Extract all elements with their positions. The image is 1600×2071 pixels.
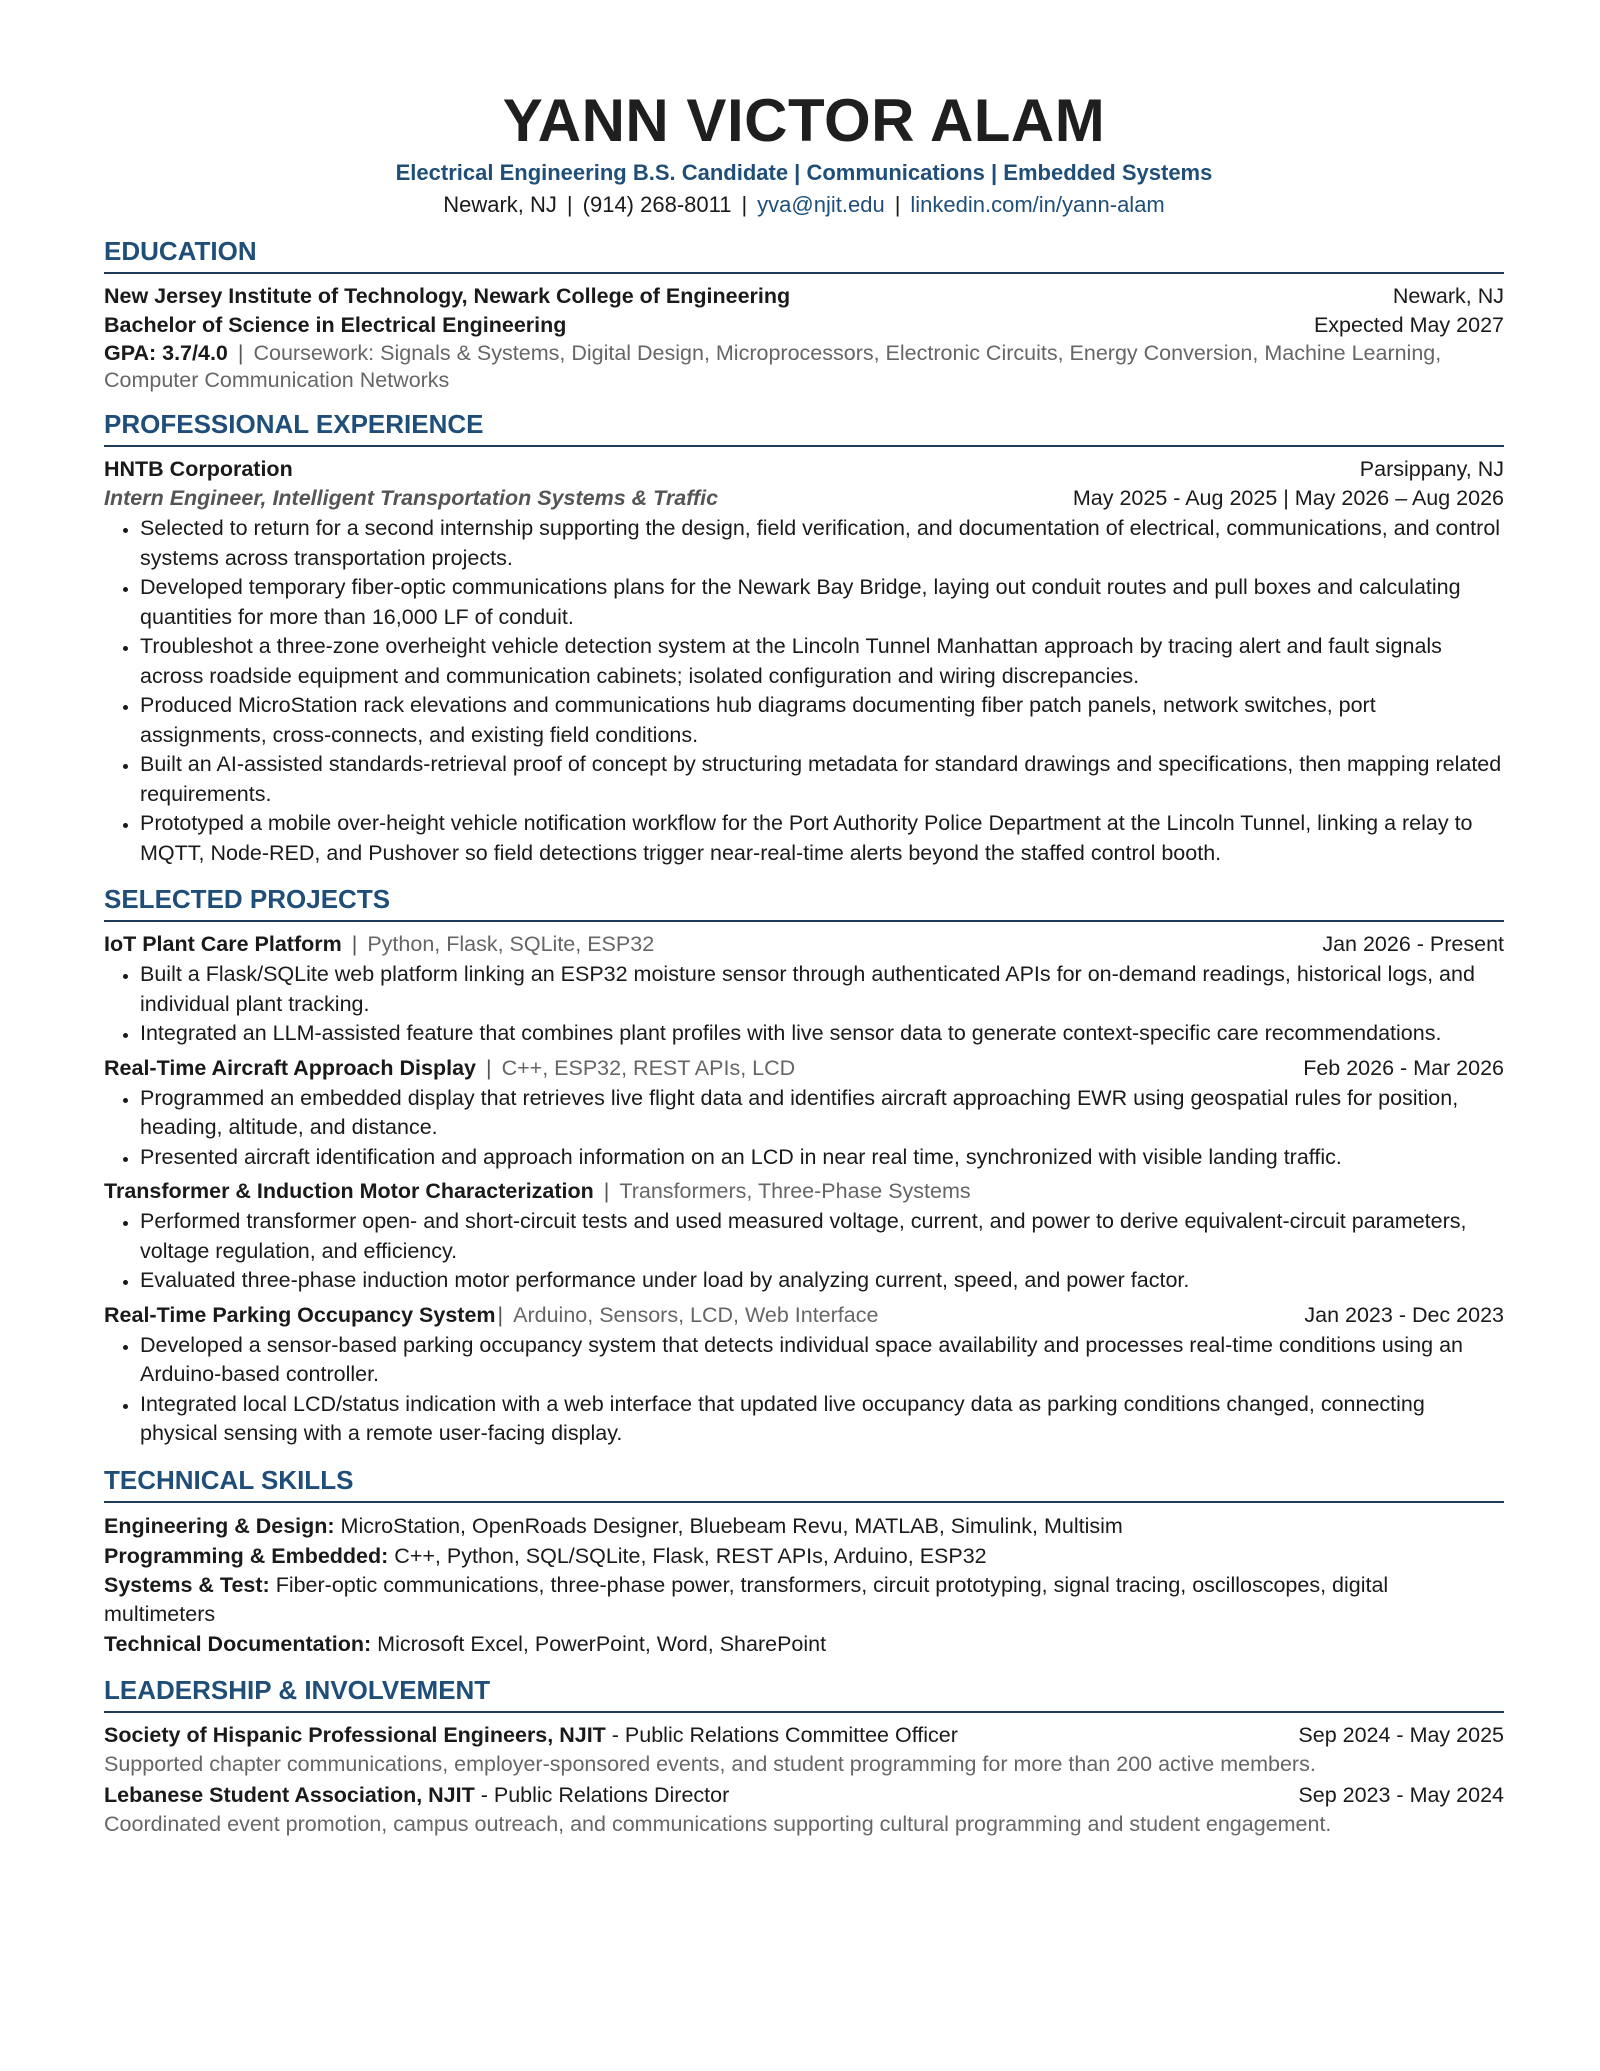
bullet-item: • Integrated an LLM-assisted feature that combines plant profiles with live sensor data to generate context-specific care recommendations. bbox=[140, 1019, 1504, 1049]
leadership-role: - Public Relations Director bbox=[474, 1782, 730, 1807]
projects-section bbox=[104, 882, 1504, 1449]
section-title: LEADERSHIP & INVOLVEMENT bbox=[104, 1673, 1504, 1713]
school-name: New Jersey Institute of Technology, Newark College of Engineering bbox=[104, 284, 791, 308]
company-row bbox=[104, 455, 1504, 484]
graduation-date: Expected May 2027 bbox=[1313, 313, 1504, 337]
bullet-item: • Built a Flask/SQLite web platform linking an ESP32 moisture sensor through authenticated APIs for on-demand readings, historical logs, and individual plant tracking. bbox=[140, 960, 1504, 1019]
role-row bbox=[104, 484, 1504, 513]
project-bullets bbox=[104, 960, 1504, 1049]
project-tech: Arduino, Sensors, LCD, Web Interface bbox=[513, 1302, 879, 1327]
candidate-name: YANN VICTOR ALAM bbox=[502, 87, 1106, 154]
skill-row bbox=[104, 1541, 1504, 1571]
separator: | bbox=[485, 1055, 492, 1080]
gpa: GPA: 3.7/4.0 bbox=[104, 341, 228, 365]
bullet-item: • Developed temporary fiber-optic communications plans for the Newark Bay Bridge, laying out conduit routes and pull boxes and calculating quantities for more than 16,000 LF of conduit. bbox=[140, 573, 1504, 632]
tagline: Electrical Engineering B.S. Candidate | Communications | Embedded Systems bbox=[395, 160, 1213, 185]
project-name: Real-Time Parking Occupancy System bbox=[104, 1302, 496, 1327]
skill-value: Microsoft Excel, PowerPoint, Word, SharePoint bbox=[377, 1631, 827, 1656]
organization: Society of Hispanic Professional Engineers, NJIT bbox=[104, 1722, 606, 1747]
school-location: Newark, NJ bbox=[1392, 284, 1504, 308]
project-entry bbox=[104, 1301, 1504, 1449]
project-bullets bbox=[104, 1207, 1504, 1296]
skill-row bbox=[104, 1511, 1504, 1541]
project-name: Real-Time Aircraft Approach Display bbox=[104, 1055, 476, 1080]
project-bullets bbox=[104, 1331, 1504, 1449]
section-title: TECHNICAL SKILLS bbox=[104, 1463, 1504, 1503]
experience-bullets bbox=[104, 514, 1504, 868]
gpa-coursework bbox=[104, 340, 1504, 393]
project-date: Jan 2023 - Dec 2023 bbox=[1304, 1302, 1504, 1327]
skill-value: MicroStation, OpenRoads Designer, Bluebeam Revu, MATLAB, Simulink, Multisim bbox=[340, 1513, 1123, 1538]
project-entry bbox=[104, 1054, 1504, 1173]
bullet-item: • Performed transformer open- and short-circuit tests and used measured voltage, current, and power to derive equivalent-circuit parameters, voltage regulation, and efficiency. bbox=[140, 1207, 1504, 1266]
leadership-role: - Public Relations Committee Officer bbox=[605, 1722, 958, 1747]
skill-value: C++, Python, SQL/SQLite, Flask, REST APIs, Arduino, ESP32 bbox=[394, 1543, 987, 1568]
leadership-date: Sep 2024 - May 2025 bbox=[1298, 1722, 1504, 1747]
bullet-item: • Integrated local LCD/status indication with a web interface that updated live occupancy data as parking conditions changed, connecting physical sensing with a remote user-facing display. bbox=[140, 1390, 1504, 1449]
bullet-item: • Developed a sensor-based parking occupancy system that detects individual space availability and processes real-time conditions using an Arduino-based controller. bbox=[140, 1331, 1504, 1390]
organization: Lebanese Student Association, NJIT bbox=[104, 1782, 475, 1807]
job-title: Intern Engineer, Intelligent Transportation Systems & Traffic bbox=[104, 486, 719, 510]
leadership-section bbox=[104, 1673, 1504, 1839]
separator: | bbox=[741, 192, 748, 217]
project-header bbox=[104, 1177, 1504, 1206]
phone: (914) 268-8011 bbox=[582, 192, 732, 217]
bullet-item: • Presented aircraft identification and approach information on an LCD in near real time, synchronized with visible landing traffic. bbox=[140, 1143, 1504, 1173]
skill-label: Programming & Embedded: bbox=[104, 1543, 389, 1568]
bullet-item: • Programmed an embedded display that retrieves live flight data and identifies aircraft approaching EWR using geospatial rules for position, heading, altitude, and distance. bbox=[140, 1084, 1504, 1143]
separator: | bbox=[351, 932, 358, 956]
project-tech: C++, ESP32, REST APIs, LCD bbox=[501, 1055, 796, 1080]
email-link[interactable]: yva@njit.edu bbox=[757, 192, 885, 217]
section-title: PROFESSIONAL EXPERIENCE bbox=[104, 407, 1504, 447]
project-header bbox=[104, 1301, 1504, 1330]
bullet-item: • Evaluated three-phase induction motor performance under load by analyzing current, speed, and power factor. bbox=[140, 1266, 1504, 1296]
bullet-item: • Built an AI-assisted standards-retrieval proof of concept by structuring metadata for standard drawings and specifications, then mapping related requirements. bbox=[140, 750, 1504, 809]
experience-section bbox=[104, 407, 1504, 868]
school-row bbox=[104, 282, 1504, 311]
company-location: Parsippany, NJ bbox=[1359, 457, 1504, 481]
skill-row bbox=[104, 1571, 1504, 1629]
degree: Bachelor of Science in Electrical Engineering bbox=[104, 313, 567, 337]
leadership-row bbox=[104, 1721, 1504, 1750]
bullet-item: • Selected to return for a second internship supporting the design, field verification, and documentation of electrical, communications, and control systems across transportation projects. bbox=[140, 514, 1504, 573]
project-bullets bbox=[104, 1084, 1504, 1173]
bullet-item: • Prototyped a mobile over-height vehicle notification workflow for the Port Authority Police Department at the Lincoln Tunnel, linking a relay to MQTT, Node-RED, and Pushover so field detections trigger near-real-time alerts beyond the staffed control booth. bbox=[140, 809, 1504, 868]
education-section bbox=[104, 234, 1504, 393]
skill-label: Technical Documentation: bbox=[104, 1631, 372, 1656]
separator: | bbox=[497, 1302, 504, 1327]
project-header bbox=[104, 930, 1504, 959]
resume-page bbox=[104, 86, 1504, 1839]
skill-value: Fiber-optic communications, three-phase power, transformers, circuit prototyping, signal tracing, oscilloscopes, digital multimeters bbox=[104, 1572, 1389, 1626]
leadership-row bbox=[104, 1781, 1504, 1810]
bullet-item: • Troubleshot a three-zone overheight vehicle detection system at the Lincoln Tunnel Manhattan approach by tracing alert and fault signals across roadside equipment and communication cabinets; isolated configuration and wiring discrepancies. bbox=[140, 632, 1504, 691]
coursework: Coursework: Signals & Systems, Digital Design, Microprocessors, Electronic Circuits, Energy Conversion, Machine Learning, Computer Communication Networks bbox=[104, 341, 1442, 392]
section-title: EDUCATION bbox=[104, 234, 1504, 274]
project-tech: Python, Flask, SQLite, ESP32 bbox=[367, 932, 655, 956]
header bbox=[104, 86, 1504, 220]
company-name: HNTB Corporation bbox=[104, 457, 293, 481]
linkedin-link[interactable]: linkedin.com/in/yann-alam bbox=[910, 192, 1165, 217]
location: Newark, NJ bbox=[443, 192, 557, 217]
skill-row bbox=[104, 1629, 1504, 1659]
separator: | bbox=[603, 1179, 610, 1203]
project-entry bbox=[104, 1177, 1504, 1296]
project-name: Transformer & Induction Motor Characterization bbox=[104, 1179, 594, 1203]
project-header bbox=[104, 1054, 1504, 1083]
degree-row bbox=[104, 311, 1504, 340]
project-name: IoT Plant Care Platform bbox=[104, 932, 342, 956]
leadership-description: Supported chapter communications, employer-sponsored events, and student programming for more than 200 active members. bbox=[104, 1751, 1316, 1776]
separator: | bbox=[566, 192, 573, 217]
leadership-date: Sep 2023 - May 2024 bbox=[1298, 1782, 1504, 1807]
project-tech: Transformers, Three-Phase Systems bbox=[619, 1179, 971, 1203]
separator: | bbox=[894, 192, 901, 217]
project-entry bbox=[104, 930, 1504, 1049]
skill-label: Systems & Test: bbox=[104, 1572, 270, 1597]
job-dates: May 2025 - Aug 2025 | May 2026 – Aug 2026 bbox=[1072, 486, 1504, 510]
project-date: Jan 2026 - Present bbox=[1322, 932, 1504, 956]
section-title: SELECTED PROJECTS bbox=[104, 882, 1504, 922]
contact-line bbox=[104, 190, 1504, 220]
skills-section bbox=[104, 1463, 1504, 1659]
separator: | bbox=[237, 341, 244, 365]
skill-label: Engineering & Design: bbox=[104, 1513, 335, 1538]
bullet-item: • Produced MicroStation rack elevations and communications hub diagrams documenting fiber patch panels, network switches, port assignments, cross-connects, and existing field conditions. bbox=[140, 691, 1504, 750]
leadership-description: Coordinated event promotion, campus outreach, and communications supporting cultural programming and student engagement. bbox=[104, 1811, 1332, 1836]
project-date: Feb 2026 - Mar 2026 bbox=[1303, 1055, 1504, 1080]
